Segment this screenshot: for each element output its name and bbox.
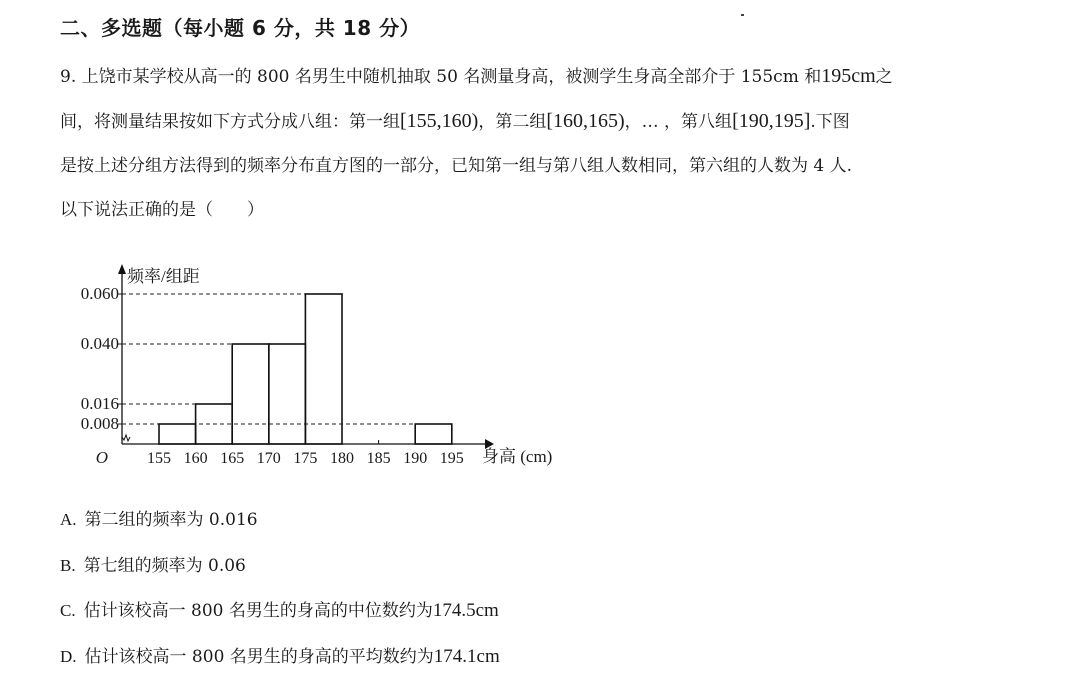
x-tick-label-1: 160 bbox=[183, 450, 208, 467]
question-number: 9. bbox=[60, 67, 77, 87]
x-tick-label-8: 195 bbox=[439, 450, 464, 467]
interval-group-2: [160,165) bbox=[546, 110, 625, 132]
histogram-bar-3 bbox=[232, 344, 269, 444]
y-tick-label-2: 0.040 bbox=[80, 334, 119, 353]
x-tick-label-2: 165 bbox=[220, 450, 245, 467]
option-b-letter: B. bbox=[60, 556, 76, 575]
interval-group-8: [190,195] bbox=[732, 110, 811, 132]
option-d[interactable] bbox=[60, 642, 500, 668]
frequency-histogram bbox=[80, 256, 560, 478]
interval-group-1: [155,160) bbox=[400, 110, 479, 132]
histogram-bar-5 bbox=[305, 294, 342, 444]
y-tick-label-1: 0.016 bbox=[80, 394, 119, 413]
question-line-1 bbox=[60, 54, 1020, 99]
option-a[interactable] bbox=[60, 505, 258, 531]
stray-mark bbox=[741, 14, 744, 16]
x-tick-label-7: 190 bbox=[403, 450, 428, 467]
option-d-tail: 174.1cm bbox=[433, 646, 500, 667]
question-line-2 bbox=[60, 99, 1020, 144]
question-9 bbox=[60, 54, 1020, 232]
section-title: 二、多选题（每小题 6 分，共 18 分） bbox=[60, 16, 421, 40]
x-tick-label-5: 180 bbox=[330, 450, 354, 467]
x-tick-label-4: 175 bbox=[293, 450, 318, 467]
y-axis-arrow bbox=[118, 264, 126, 274]
question-text-2e: ，… ，第八组 bbox=[624, 112, 733, 132]
question-text-1a: 上饶市某学校从高一的 800 名男生中随机抽取 50 名测量身高，被测学生身高全部介于 155cm 和 bbox=[81, 67, 822, 87]
y-axis-title: 频率/组距 bbox=[127, 267, 200, 286]
axis-break-mark bbox=[122, 435, 130, 441]
option-a-letter: A. bbox=[60, 510, 77, 529]
option-b-text: 第七组的频率为 0.06 bbox=[83, 556, 246, 576]
question-line-3: 是按上述分组方法得到的频率分布直方图的一部分，已知第一组与第八组人数相同，第六组的人数为 4 人. bbox=[60, 156, 853, 176]
y-tick-label-0: 0.008 bbox=[80, 414, 119, 433]
question-text-1c: 之 bbox=[875, 67, 893, 87]
option-c-tail: 174.5cm bbox=[432, 600, 499, 621]
origin-label: O bbox=[95, 448, 108, 467]
option-c-text: 估计该校高一 800 名男生的身高的中位数约为 bbox=[83, 601, 433, 621]
x-tick-label-3: 170 bbox=[256, 450, 281, 467]
question-text-1b: 195cm bbox=[821, 65, 876, 87]
histogram-bar-4 bbox=[269, 344, 306, 444]
histogram-bar-6 bbox=[415, 424, 452, 444]
option-c[interactable] bbox=[60, 596, 499, 622]
question-line-4: 以下说法正确的是（ ） bbox=[60, 200, 264, 220]
question-text-2a: 间，将测量结果按如下方式分成八组：第一组 bbox=[60, 112, 400, 132]
option-d-letter: D. bbox=[60, 647, 77, 666]
x-axis-title: 身高 (cm) bbox=[482, 447, 553, 466]
option-b[interactable] bbox=[60, 551, 246, 577]
option-d-text: 估计该校高一 800 名男生的身高的平均数约为 bbox=[84, 647, 434, 667]
option-a-text: 第二组的频率为 0.016 bbox=[84, 510, 258, 530]
x-tick-label-0: 155 bbox=[147, 450, 171, 467]
x-tick-label-6: 185 bbox=[366, 450, 391, 467]
question-text-2g: .下图 bbox=[810, 112, 850, 132]
option-c-letter: C. bbox=[60, 601, 76, 620]
y-tick-label-3: 0.060 bbox=[80, 284, 119, 303]
question-text-2c: ，第二组 bbox=[478, 112, 547, 132]
histogram-bar-1 bbox=[159, 424, 196, 444]
